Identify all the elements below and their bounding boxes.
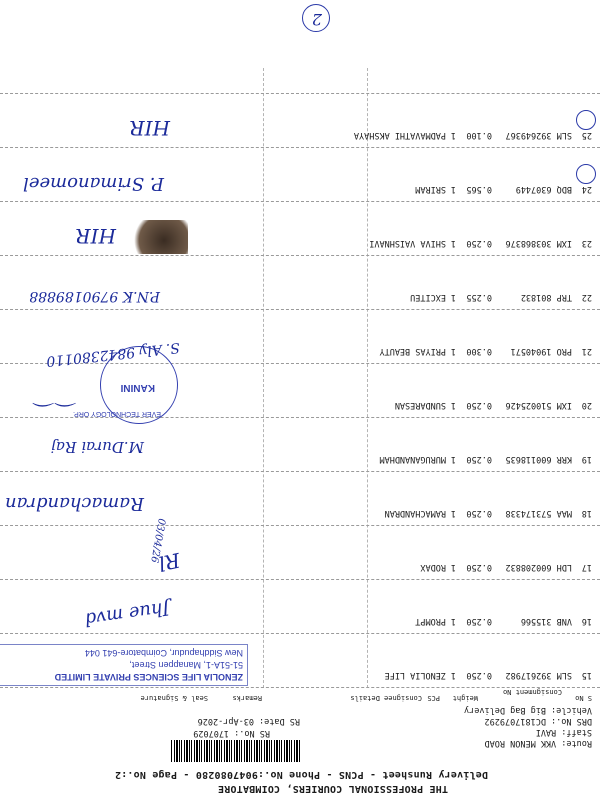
row-weight: 0.250 [466,238,492,248]
row-weight: 0.300 [466,346,492,356]
row-divider [0,417,600,418]
row-consignee: EXCITEU [410,292,446,302]
signature-row-16: Jhue mvd [83,597,172,630]
row-pcs: 1 [450,562,456,572]
row-sno: 21 [581,346,592,356]
rs-date: RS Date: 03-Apr-2026 [197,716,300,726]
row-pcs: 1 [450,508,456,518]
col-pcs: PCS [427,694,440,702]
seal-inner-text: KANINI [120,382,155,393]
row-divider [0,633,600,634]
row-divider [0,309,600,310]
page-mark-circle [302,4,330,32]
row-pcs: 1 [450,292,456,302]
signature-row-22: P.N.K 9790189888 [29,288,160,304]
signature-row-18: Ramachandran [5,493,144,514]
row-divider [0,201,600,202]
row-weight: 0.250 [466,670,492,680]
col-weight: Weight [452,694,478,702]
staff: Staff: RAVI [535,727,592,737]
page-mark: 2 [311,10,322,29]
row-consignee: RODAX [420,562,446,572]
row-consignment: SLM 392617982 [505,670,572,680]
row-pcs: 1 [450,346,456,356]
row-divider [0,525,600,526]
row-pcs: 1 [450,400,456,410]
row-pcs: 1 [450,130,456,140]
drs-number: DRS No.: DC1817079292 [484,716,592,726]
row-consignment: BDQ 6307449 [515,184,572,194]
row-sno: 17 [581,562,592,572]
row-consignment: LDH 600208832 [505,562,572,572]
row-sno: 23 [581,238,592,248]
signature-row-19: M.Durai Raj [51,438,144,456]
row-weight: 0.100 [466,130,492,140]
row-pcs: 1 [450,238,456,248]
company-name: THE PROFESSIONAL COURIERS, COIMBATORE [217,783,448,794]
row-consignment: PRO 19040571 [510,346,572,356]
route: Route: VKK MENON ROAD [484,738,592,748]
row-weight: 0.250 [466,508,492,518]
row-weight: 0.565 [466,184,492,194]
row-weight: 0.250 [466,616,492,626]
row-consignment: IXM 510025426 [505,400,572,410]
row-sno: 25 [581,130,592,140]
signature-row-17: Rl [156,548,183,576]
row-consignment: SLM 392649367 [505,130,572,140]
row-consignee: SUNDARESAN [394,400,446,410]
col-seal: Seal & Signature [140,694,208,702]
row-divider [0,147,600,148]
row-divider [0,579,600,580]
col-remarks: Remarks [232,694,262,702]
table-row [0,526,600,580]
runsheet-title: Delivery Runsheet - PCNS - Phone No.:9047080280 - Page No.:2 [114,769,488,780]
ink-smudge [128,220,188,254]
row-consignee: PRIYAS BEAUTY [379,346,446,356]
row-consignment: TRP 801832 [520,292,572,302]
row-divider [0,471,600,472]
row-consignee: RAMACHANDRAN [384,508,446,518]
row-weight: 0.255 [466,292,492,302]
seal-outer-text: EVER TECHNOLOGY ORP. [73,410,161,417]
row-sno: 18 [581,508,592,518]
row-sno: 24 [581,184,592,194]
rs-number: RS No.: 1707029 [193,728,270,738]
row-sno: 15 [581,670,592,680]
row-weight: 0.250 [466,454,492,464]
row-divider [0,93,600,94]
row-consignee: ZENOLIA LIFE [384,670,446,680]
row-sno: 20 [581,400,592,410]
row-consignee: PROMPT [415,616,446,626]
stamp-line-2: 51-51A-1, Manappen Street, [129,660,243,670]
row-consignment: MAA 573174338 [505,508,572,518]
signature-row-25: HIR [129,116,170,140]
row-pcs: 1 [450,616,456,626]
signature-row-23: HIR [75,224,116,248]
signature-row-21: S. Aly 9842380110 [45,339,181,369]
row-sno: 16 [581,616,592,626]
row-sno: 19 [581,454,592,464]
row-weight: 0.250 [466,400,492,410]
col-consignment: Consignment No [502,688,562,696]
table-row [0,94,600,148]
circled-row-23 [576,164,596,184]
row-divider [0,255,600,256]
row-consignee: SHIVA VAISHNAVI [369,238,446,248]
col-consignee: Consignee Details [350,694,422,702]
stamp-line-3: New Siddhapudur, Coimbatore-641 044 [84,648,243,658]
row-consignment: VNB 315566 [520,616,572,626]
row-consignee: PADMAVATHI AKSHAYA [353,130,446,140]
row-pcs: 1 [450,670,456,680]
rs-barcode [170,740,300,762]
signature-row-24: P. Srimanomeel [23,173,164,194]
row-consignee: MURUGANANDHAM [379,454,446,464]
scribble-row-20: ⌒⌒ [35,382,80,407]
row-consignee: SRIRAM [415,184,446,194]
row-weight: 0.250 [466,562,492,572]
row-pcs: 1 [450,454,456,464]
row-divider [0,687,600,688]
circled-row-25 [576,110,596,130]
row-consignment: IXM 303868376 [505,238,572,248]
row-consignment: KRR 600118635 [505,454,572,464]
vehicle: Vehicle: Big Bag Delivery [464,705,592,715]
row-pcs: 1 [450,184,456,194]
col-sno: S No [575,694,592,702]
row-sno: 22 [581,292,592,302]
signature-date-row-17: 03/04/26 [148,517,167,564]
stamp-line-1: ZENOLIA LIFE SCIENCES PRIVATE LIMITED [54,672,243,682]
company-stamp [0,644,248,686]
